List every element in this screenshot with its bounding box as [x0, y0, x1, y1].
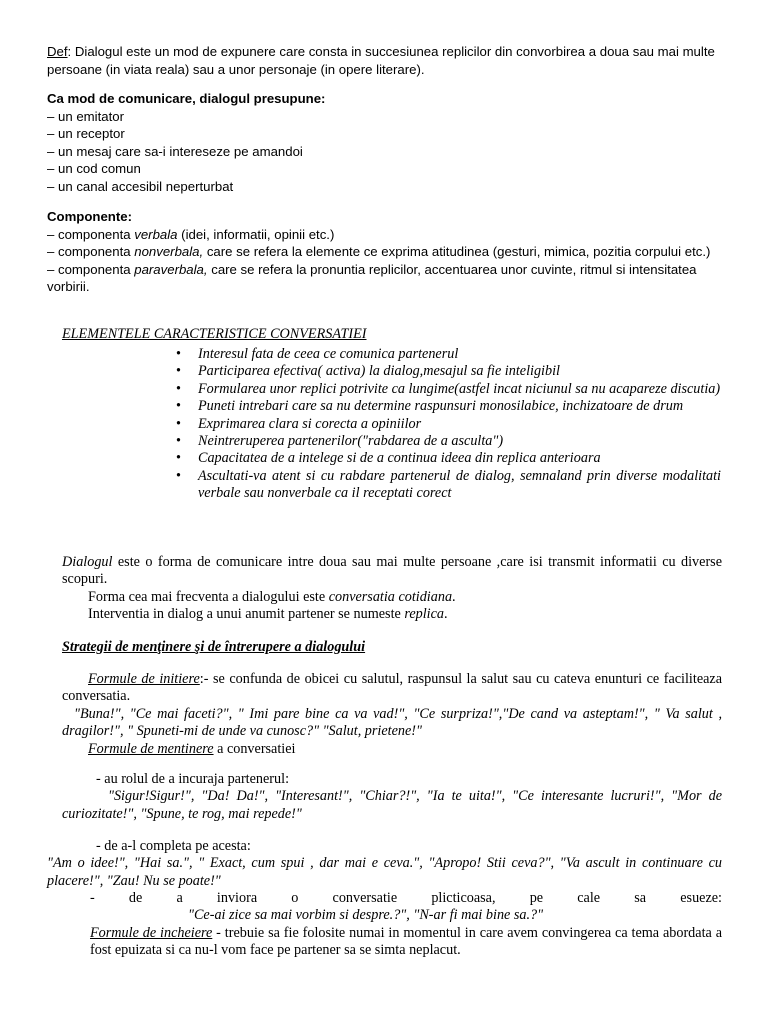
complete-examples: "Am o idee!", "Hai sa.", " Exact, cum spui , dar mai e ceva.", "Apropo! Stii ceva?", "Va ascult in continuare cu placere!", "Zau! Nu se poate!": [47, 855, 722, 889]
revive-examples: "Ce-ai zice sa mai vorbim si despre.?", "N-ar fi mai bine sa.?": [188, 907, 544, 924]
communication-heading: Ca mod de comunicare, dialogul presupune:: [47, 91, 326, 106]
component-paraverbal: – componenta paraverbala, care se refera la pronuntia replicilor, accentuarea unor cuvinte, ritmul si intensitatea vorbirii.: [47, 261, 697, 295]
components-heading: Componente:: [47, 209, 132, 224]
communication-item: – un cod comun: [47, 161, 141, 177]
maintenance-paragraph: Formule de mentinere a conversatiei: [88, 740, 296, 757]
communication-item: – un canal accesibil neperturbat: [47, 178, 234, 194]
list-item: • Formularea unor replici potrivite ca lungime(astfel incat niciunul sa nu acapareze discutia): [172, 381, 721, 398]
dialog-definition: Dialogul este o forma de comunicare intre doua sau mai multe persoane ,care isi transmit informatii cu diverse scopuri.: [62, 554, 722, 588]
list-item: • Capacitatea de a intelege si de a continua ideea din replica anterioara: [172, 450, 721, 467]
communication-item: – un emitator: [47, 108, 124, 124]
initiation-paragraph: Formule de initiere:- se confunda de obicei cu salutul, raspunsul la salut sau cu cateva enunturi ce faciliteaza conversatia.: [62, 671, 723, 705]
list-item: • Puneti intrebari care sa nu determine raspunsuri monosilabice, inchizatoare de drum: [172, 398, 721, 415]
strategies-heading: Strategii de menţinere şi de întrerupere a dialogului: [62, 639, 366, 655]
def-label: Def: [47, 44, 68, 59]
component-nonverbal: – componenta nonverbala, care se refera la elemente ce exprima atitudinea (gesturi, mimica, pozitia corpului etc.): [47, 244, 711, 260]
def-text: : Dialogul este un mod de expunere care consta in succesiunea replicilor din convorbirea a doua sau mai multe persoane (in viata reala) sau a unor personaje (in opere literare).: [47, 44, 715, 77]
elements-list: [172, 346, 721, 503]
dialog-replica: Interventia in dialog a unui anumit partener se numeste replica.: [88, 606, 448, 623]
elements-list-container: [172, 346, 721, 503]
list-item: • Exprimarea clara si corecta a opiniilor: [172, 416, 721, 433]
list-item: • Neintreruperea partenerilor("rabdarea de a asculta"): [172, 433, 721, 450]
encourage-section: [62, 771, 722, 823]
encourage-examples: "Sigur!Sigur!", "Da! Da!", "Interesant!", "Chiar?!", "Ia te uita!", "Ce interesante lucruri!", "Mor de curiozitate!", "Spune, te rog, mai repede!": [62, 788, 722, 822]
list-item: • Participarea efectiva( activa) la dialog,mesajul sa fie inteligibil: [172, 363, 721, 380]
component-verbal: – componenta verbala (idei, informatii, opinii etc.): [47, 226, 335, 242]
communication-item: – un receptor: [47, 126, 125, 142]
elements-heading: ELEMENTELE CARACTERISTICE CONVERSATIEI: [62, 326, 367, 342]
initiation-examples: "Buna!", "Ce mai faceti?", " Imi pare bine ca va vad!", "Ce surpriza!","De cand va asteptam!", " Va salut , dragilor!", " Spuneti-mi de unde va cunosc?" "Salut, prietene!": [62, 705, 722, 740]
list-item: • Interesul fata de ceea ce comunica partenerul: [172, 346, 721, 363]
encourage-text: - au rolul de a incuraja partenerul:: [96, 771, 290, 787]
initiation-section: [62, 671, 722, 758]
communication-item: – un mesaj care sa-i intereseze pe amandoi: [47, 143, 303, 159]
definition-paragraph: [47, 43, 727, 78]
communication-section: [47, 90, 727, 196]
dialog-frequent-form: Forma cea mai frecventa a dialogului este conversatia cotidiana.: [88, 588, 456, 605]
dialog-section: [62, 554, 722, 624]
ending-paragraph: Formule de incheiere - trebuie sa fie folosite numai in momentul in care avem convingerea ca tema abordata a fost epuizata si ca nu-l vom face pe partener sa se simta neplacut.: [90, 925, 723, 959]
complete-section: [47, 838, 722, 890]
components-section: [47, 208, 727, 296]
complete-text: - de a-l completa pe acesta:: [96, 838, 251, 854]
list-item: • Ascultati-va atent si cu rabdare partenerul de dialog, semnaland prin diverse modalitati verbale sau nonverbale ca il receptati corect: [172, 468, 721, 503]
revive-section: [90, 890, 722, 925]
revive-text: - de a inviora o conversatie plicticoasa, pe cale sa esueze:: [90, 890, 722, 906]
